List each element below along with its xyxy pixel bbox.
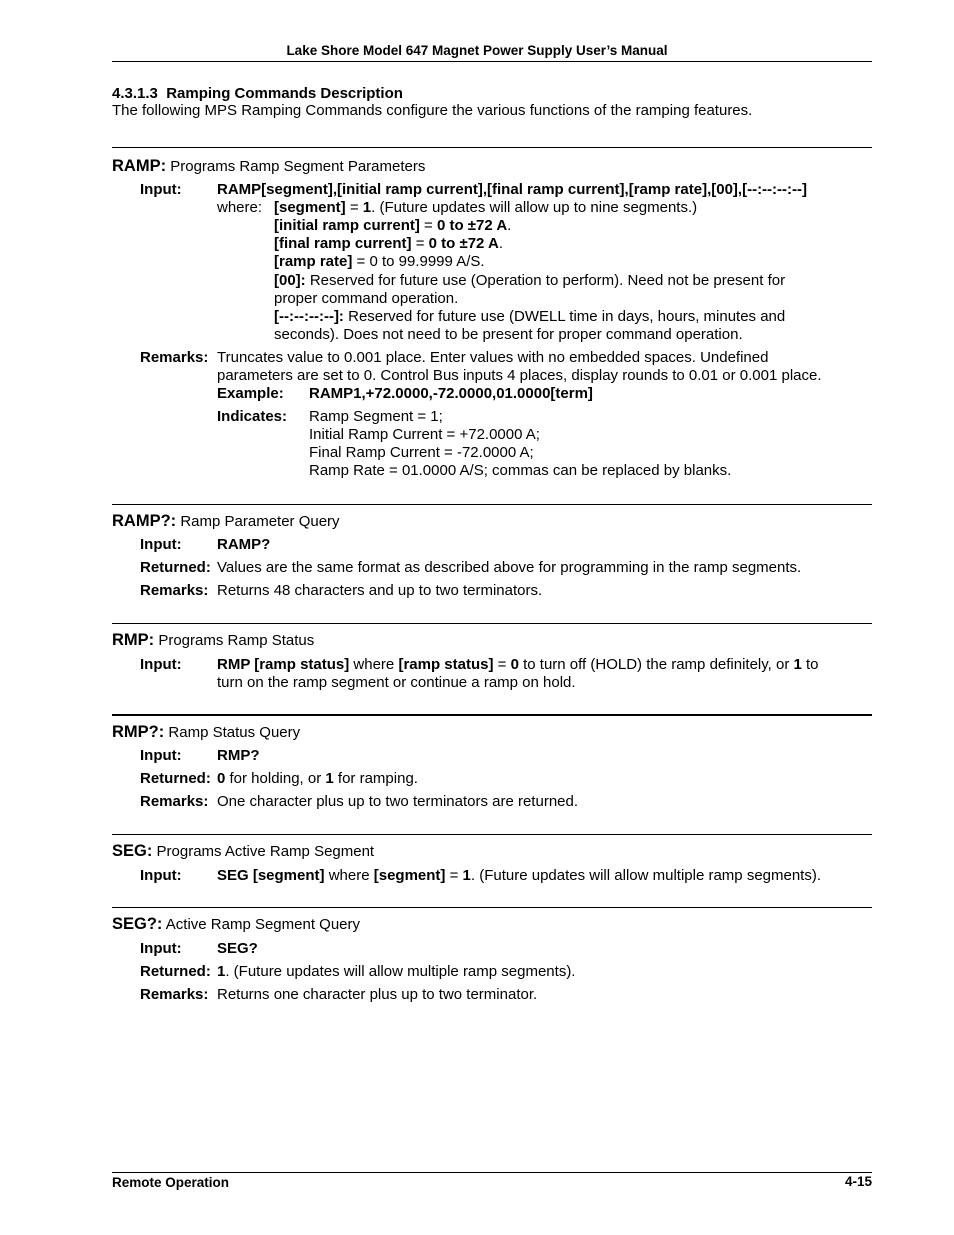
value-ramping: 1 [325, 770, 334, 787]
ramp-remarks-line2: parameters are set to 0. Control Bus inputs 4 places, display rounds to 0.01 or 0.001 place. [217, 367, 822, 384]
remarks-label: Remarks: [140, 793, 209, 810]
footer-rule [112, 1172, 872, 1173]
input-where: where [324, 867, 374, 884]
param-eq: = [411, 235, 429, 252]
header-rule [112, 61, 872, 62]
command-description: Ramp Parameter Query [180, 513, 340, 530]
seg-query-returned [217, 963, 575, 981]
param-initial-ramp-current [274, 217, 511, 235]
returned-label: Returned: [140, 963, 211, 980]
indicates-line3: Final Ramp Current = -72.0000 A; [309, 444, 534, 461]
command-name: RAMP?: [112, 512, 177, 530]
rmp-query-remarks: One character plus up to two terminators are returned. [217, 793, 579, 810]
param-value-on: 1 [793, 656, 802, 673]
value-holding: 0 [217, 770, 226, 787]
divider-seg [112, 834, 872, 835]
example-label: Example: [217, 385, 284, 402]
param-key: [segment] [373, 867, 446, 884]
seg-heading [112, 842, 374, 861]
input-label: Input: [140, 656, 182, 673]
remarks-label: Remarks: [140, 582, 209, 599]
section-number: 4.3.1.3 [112, 85, 158, 102]
command-description: Ramp Status Query [168, 724, 301, 741]
param-ramp-rate [274, 253, 485, 271]
param-value-off: 0 [510, 656, 519, 673]
returned-label: Returned: [140, 559, 211, 576]
ramp-remarks-line1: Truncates value to 0.001 place. Enter values with no embedded spaces. Undefined [217, 349, 769, 366]
seg-query-heading [112, 915, 360, 934]
command-description: Active Ramp Segment Query [165, 916, 361, 933]
command-description: Programs Ramp Status [158, 632, 315, 649]
param-value: 1 [362, 199, 372, 216]
param-note: . [498, 235, 504, 252]
example-command: RAMP1,+72.0000,-72.0000,01.0000[term] [309, 385, 593, 402]
param-eq: = [445, 867, 463, 884]
param-00-line2: proper command operation. [274, 290, 459, 307]
command-name: RMP?: [112, 723, 165, 741]
returned-note-end: for ramping. [333, 770, 418, 787]
param-value: 1 [462, 867, 471, 884]
seg-query-input: SEG? [217, 940, 258, 957]
command-description: Programs Ramp Segment Parameters [170, 158, 426, 175]
param-key: [final ramp current] [274, 235, 412, 252]
ramp-query-remarks: Returns 48 characters and up to two terminators. [217, 582, 543, 599]
param-key: [--:--:--:--]: [274, 308, 344, 325]
param-note: = 0 to 99.9999 A/S. [352, 253, 485, 270]
input-label: Input: [140, 747, 182, 764]
param-key: [initial ramp current] [274, 217, 420, 234]
rmp-query-returned [217, 770, 418, 788]
seg-input [217, 867, 821, 885]
ramp-query-heading [112, 512, 340, 531]
param-note: Reserved for future use (DWELL time in days, hours, minutes and [343, 308, 786, 325]
rmp-query-heading [112, 723, 300, 742]
param-eq: = [493, 656, 511, 673]
rmp-input-line2: turn on the ramp segment or continue a ramp on hold. [217, 674, 576, 691]
param-key: [ramp rate] [274, 253, 353, 270]
rmp-query-input: RMP? [217, 747, 260, 764]
param-note: . [507, 217, 512, 234]
param-note: Reserved for future use (Operation to perform). Need not be present for [305, 272, 786, 289]
remarks-label: Remarks: [140, 986, 209, 1003]
param-dwell-line2: seconds). Does not need to be present for proper command operation. [274, 326, 743, 343]
returned-note: . (Future updates will allow multiple ramp segments). [225, 963, 576, 980]
seg-query-remarks: Returns one character plus up to two terminator. [217, 986, 538, 1003]
section-heading [112, 85, 403, 103]
footer-section-name: Remote Operation [112, 1175, 230, 1190]
input-label: Input: [140, 536, 182, 553]
param-eq: = [419, 217, 437, 234]
footer-page-number: 4-15 [844, 1174, 872, 1189]
command-name: RAMP: [112, 157, 167, 175]
divider-rmp [112, 623, 872, 624]
param-note: . (Future updates will allow multiple ramp segments). [470, 867, 822, 884]
command-name: SEG?: [112, 915, 163, 933]
indicates-label: Indicates: [217, 408, 288, 425]
ramp-query-returned: Values are the same format as described above for programming in the ramp segments. [217, 559, 802, 576]
where-label: where: [217, 199, 263, 216]
returned-value: 1 [217, 963, 226, 980]
input-label: Input: [140, 940, 182, 957]
returned-label: Returned: [140, 770, 211, 787]
param-note-end: to [801, 656, 819, 673]
command-description: Programs Active Ramp Segment [156, 843, 375, 860]
remarks-label: Remarks: [140, 349, 209, 366]
param-final-ramp-current [274, 235, 503, 253]
input-label: Input: [140, 181, 182, 198]
param-eq: = [345, 199, 363, 216]
command-name: SEG: [112, 842, 153, 860]
param-key: [segment] [274, 199, 346, 216]
command-name: RMP: [112, 631, 155, 649]
indicates-line4: Ramp Rate = 01.0000 A/S; commas can be replaced by blanks. [309, 462, 732, 479]
param-key: [00]: [274, 272, 306, 289]
input-command: RMP [ramp status] [217, 656, 350, 673]
param-note: to turn off (HOLD) the ramp definitely, or [518, 656, 794, 673]
input-where: where [349, 656, 399, 673]
section-title: Ramping Commands Description [166, 85, 403, 102]
param-key: [ramp status] [398, 656, 494, 673]
param-segment [274, 199, 697, 217]
ramp-query-input: RAMP? [217, 536, 271, 553]
page-header-title: Lake Shore Model 647 Magnet Power Supply User’s Manual [286, 43, 668, 58]
param-dwell [274, 308, 785, 326]
input-label: Input: [140, 867, 182, 884]
ramp-input-syntax: RAMP[segment],[initial ramp current],[final ramp current],[ramp rate],[00],[--:--:--:--] [217, 181, 808, 198]
param-value: 0 to ±72 A [436, 217, 508, 234]
indicates-line1: Ramp Segment = 1; [309, 408, 443, 425]
ramp-heading [112, 157, 425, 176]
divider-seg-query [112, 907, 872, 908]
param-00 [274, 272, 785, 290]
input-command: SEG [segment] [217, 867, 325, 884]
returned-note: for holding, or [225, 770, 326, 787]
section-intro: The following MPS Ramping Commands configure the various functions of the ramping features. [112, 102, 753, 119]
rmp-heading [112, 631, 314, 650]
divider-ramp-query [112, 504, 872, 505]
param-note: . (Future updates will allow up to nine segments.) [371, 199, 698, 216]
param-value: 0 to ±72 A [428, 235, 499, 252]
divider-rmp-query [112, 714, 872, 716]
rmp-input [217, 656, 819, 674]
indicates-line2: Initial Ramp Current = +72.0000 A; [309, 426, 540, 443]
divider-ramp [112, 147, 872, 148]
